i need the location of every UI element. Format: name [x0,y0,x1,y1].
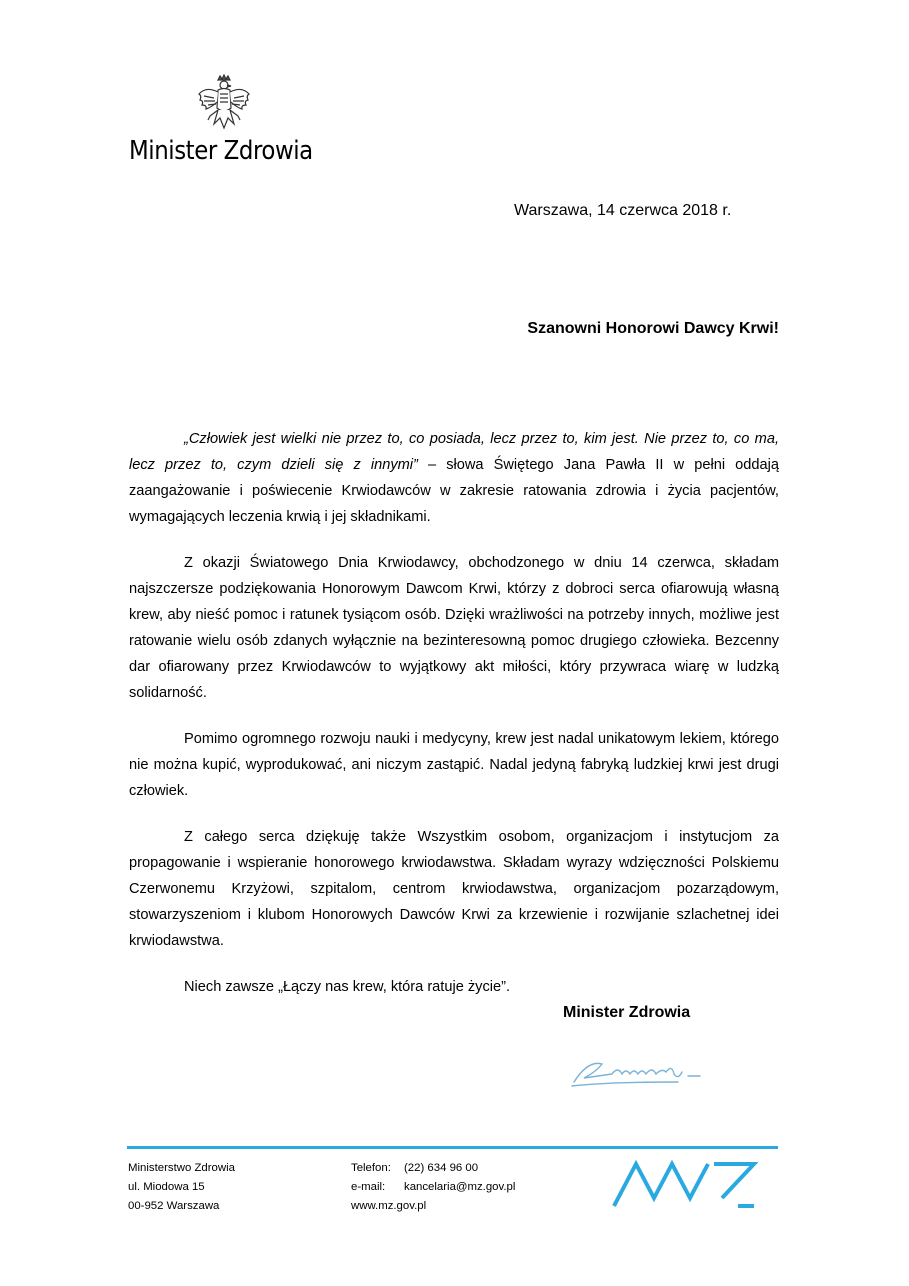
footer-phone: (22) 634 96 00 [404,1162,479,1174]
footer-address [128,1159,235,1216]
paragraph-1 [129,426,779,530]
paragraph-3: Pomimo ogromnego rozwoju nauki i medycyny, krew jest nadal unikatowym lekiem, którego nie można kupić, wyprodukować, ani niczym zastąpić. Nadal jedyną fabryką ludzkiej krwi jest drugi człowiek. [129,731,779,799]
letter-date: Warszawa, 14 czerwca 2018 r. [514,202,732,219]
polish-eagle-emblem-icon [196,74,252,138]
footer-website[interactable]: www.mz.gov.pl [351,1200,427,1212]
letter-salutation: Szanowni Honorowi Dawcy Krwi! [527,320,779,337]
footer-street: ul. Miodowa 15 [128,1181,205,1193]
handwritten-signature-icon [568,1052,708,1092]
mz-logo-icon [610,1158,758,1210]
ministry-header-title: Minister Zdrowia [129,136,313,166]
paragraph-2: Z okazji Światowego Dnia Krwiodawcy, obchodzonego w dniu 14 czerwca, składam najszczersze podziękowania Honorowym Dawcom Krwi, którzy z dobroci serca ofiarowują własną krew, aby nieść pomoc i ratunek tysiącom osób. Dzięki wrażliwości na potrzeby innych, możliwe jest ratowanie wielu osób zdanych wyłącznie na bezinteresowną pomoc drugiego człowieka. Bezcenny dar ofiarowany przez Krwiodawców to wyjątkowy akt miłości, który przywraca wiarę w ludzką solidarność. [129,555,779,701]
footer-email[interactable]: kancelaria@mz.gov.pl [404,1181,516,1193]
paragraph-1-rest: – słowa Świętego Jana Pawła II w pełni oddają zaangażowanie i poświecenie Krwiodawców w zakresie ratowania zdrowia i życia pacjentów, wymagających leczenia krwią i jej składnikami. [129,457,779,525]
paragraph-4: Z całego serca dziękuję także Wszystkim osobom, organizacjom i instytucjom za propagowanie i wspieranie honorowego krwiodawstwa. Składam wyrazy wdzięczności Polskiemu Czerwonemu Krzyżowi, szpitalom, centrom krwiodawstwa, organizacjom pozarządowym, stowarzyszeniom i klubom Honorowych Dawców Krwi za krzewienie i rozwijanie szlachetnej idei krwiodawstwa. [129,829,779,949]
signatory-title: Minister Zdrowia [563,1004,691,1021]
footer-email-label: e-mail: [351,1181,386,1193]
letter-body [129,426,779,1020]
footer-phone-label: Telefon: [351,1162,391,1174]
paragraph-5: Niech zawsze „Łączy nas krew, która ratuje życie”. [184,979,511,995]
footer-divider [127,1146,778,1149]
footer-contact-values [404,1159,515,1197]
john-paul-ii-quote: „Człowiek jest wielki nie przez to, co posiada, lecz przez to, kim jest. Nie przez to, co ma, lecz przez to, czym dzieli się z innymi” [129,431,779,473]
footer-org: Ministerstwo Zdrowia [128,1162,235,1174]
footer-contact-labels [351,1159,391,1197]
footer-city: 00-952 Warszawa [128,1200,220,1212]
